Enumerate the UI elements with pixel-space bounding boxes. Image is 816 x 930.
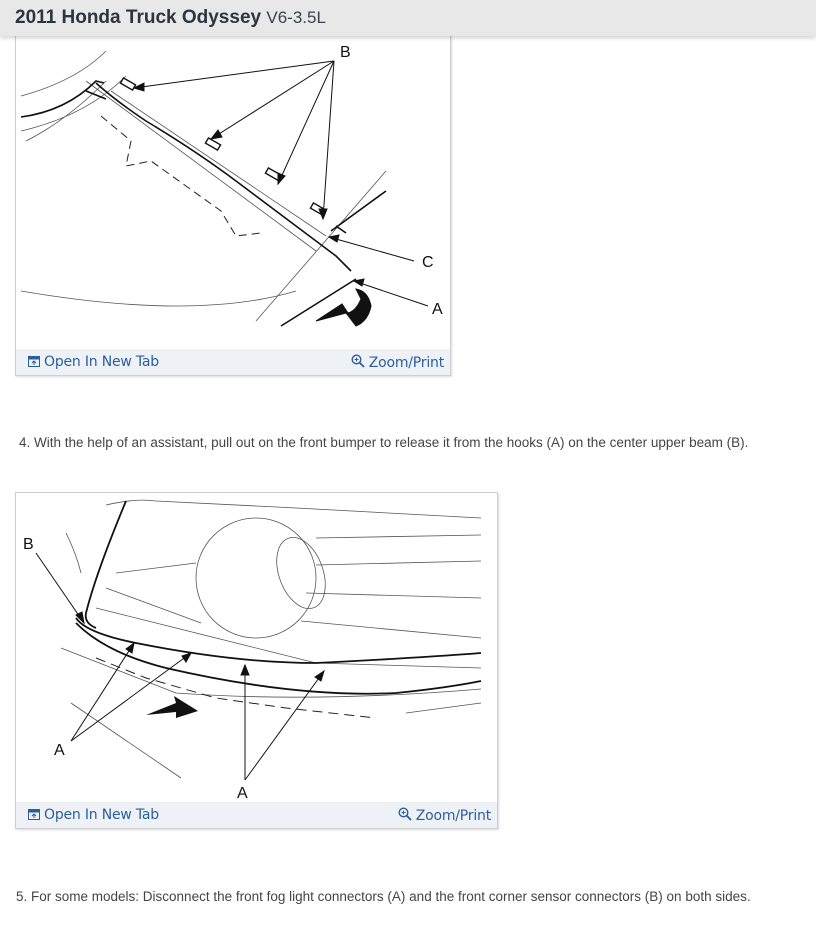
new-tab-icon <box>28 356 40 367</box>
callout-a-center: A <box>237 785 248 802</box>
zoom-print-label: Zoom/Print <box>368 355 444 371</box>
zoom-print-link[interactable] <box>398 807 491 824</box>
zoom-in-icon <box>351 354 365 368</box>
zoom-print-label: Zoom/Print <box>415 808 491 824</box>
diagram-bumper-hooks <box>16 493 497 802</box>
diagram-bumper-clips <box>16 21 450 349</box>
callout-a: A <box>432 301 443 318</box>
callout-b: B <box>23 536 34 553</box>
open-in-new-tab-label: Open In New Tab <box>44 807 159 823</box>
zoom-print-link[interactable] <box>351 354 444 371</box>
new-tab-icon <box>28 809 40 820</box>
figure-2 <box>15 492 498 829</box>
vehicle-name: 2011 Honda Truck Odyssey <box>15 7 262 28</box>
engine-spec: V6-3.5L <box>266 8 326 27</box>
page-header <box>0 0 816 36</box>
figure-2-footer <box>16 802 497 828</box>
callout-c: C <box>422 254 434 271</box>
page-title <box>15 7 326 29</box>
figure-1 <box>15 20 451 376</box>
figure-1-footer <box>16 349 450 375</box>
step-4-text: 4. With the help of an assistant, pull out on the front bumper to release it from the hooks (A) on the center upper beam (B). <box>19 435 749 450</box>
step-5-text: 5. For some models: Disconnect the front fog light connectors (A) and the front corner sensor connectors (B) on both sides. <box>16 889 751 904</box>
open-in-new-tab-label: Open In New Tab <box>44 354 159 370</box>
open-in-new-tab-link[interactable] <box>28 807 159 823</box>
open-in-new-tab-link[interactable] <box>28 354 159 370</box>
callout-b: B <box>340 44 351 61</box>
callout-a-left: A <box>54 742 65 759</box>
zoom-in-icon <box>398 807 412 821</box>
